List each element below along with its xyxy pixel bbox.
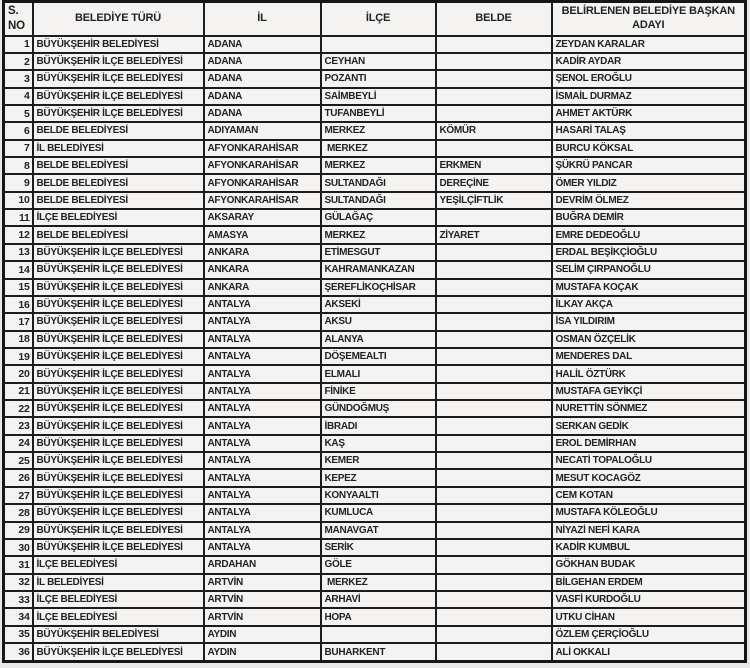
cell-no: 30 [4, 539, 33, 556]
cell-belde [436, 504, 552, 521]
cell-belde [436, 140, 552, 157]
cell-belde [436, 88, 552, 105]
cell-turu: BÜYÜKŞEHİR İLÇE BELEDİYESİ [33, 400, 204, 417]
cell-belde: ERKMEN [436, 157, 552, 174]
cell-ilce: SULTANDAĞI [321, 174, 436, 191]
cell-aday: İSMAİL DURMAZ [552, 88, 746, 105]
cell-turu: BELDE BELEDİYESİ [33, 226, 204, 243]
cell-il: AFYONKARAHİSAR [204, 140, 321, 157]
cell-belde [436, 626, 552, 643]
cell-il: ANKARA [204, 279, 321, 296]
cell-turu: BÜYÜKŞEHİR İLÇE BELEDİYESİ [33, 244, 204, 261]
cell-aday: MESUT KOCAGÖZ [552, 469, 746, 486]
cell-aday: ÖMER YILDIZ [552, 174, 746, 191]
cell-il: AFYONKARAHİSAR [204, 157, 321, 174]
cell-ilce: KEPEZ [321, 469, 436, 486]
cell-aday: NURETTİN SÖNMEZ [552, 400, 746, 417]
cell-no: 10 [4, 192, 33, 209]
cell-ilce: MERKEZ [321, 140, 436, 157]
cell-aday: AHMET AKTÜRK [552, 105, 746, 122]
cell-turu: BELDE BELEDİYESİ [33, 192, 204, 209]
table-row [4, 313, 746, 330]
header-belediye-turu: BELEDİYE TÜRÜ [33, 2, 204, 36]
cell-il: ANKARA [204, 261, 321, 278]
table-row [4, 417, 746, 434]
cell-turu: BÜYÜKŞEHİR İLÇE BELEDİYESİ [33, 331, 204, 348]
table-row [4, 574, 746, 591]
cell-il: ANTALYA [204, 522, 321, 539]
cell-no: 5 [4, 105, 33, 122]
cell-ilce: MANAVGAT [321, 522, 436, 539]
cell-turu: BÜYÜKŞEHİR İLÇE BELEDİYESİ [33, 487, 204, 504]
cell-belde [436, 244, 552, 261]
cell-belde [436, 487, 552, 504]
cell-turu: BÜYÜKŞEHİR İLÇE BELEDİYESİ [33, 261, 204, 278]
cell-aday: MENDERES DAL [552, 348, 746, 365]
cell-belde: KÖMÜR [436, 122, 552, 139]
cell-no: 33 [4, 591, 33, 608]
cell-turu: BÜYÜKŞEHİR İLÇE BELEDİYESİ [33, 435, 204, 452]
cell-il: ANTALYA [204, 469, 321, 486]
cell-il: ANTALYA [204, 383, 321, 400]
cell-aday: ALİ OKKALI [552, 643, 746, 661]
cell-turu: BÜYÜKŞEHİR İLÇE BELEDİYESİ [33, 365, 204, 382]
candidate-table-sheet [2, 0, 747, 663]
cell-aday: İSA YILDIRIM [552, 313, 746, 330]
table-row [4, 174, 746, 191]
cell-ilce: AKSU [321, 313, 436, 330]
cell-il: AYDIN [204, 626, 321, 643]
cell-il: AKSARAY [204, 209, 321, 226]
cell-belde [436, 70, 552, 87]
cell-belde [436, 331, 552, 348]
cell-belde [436, 556, 552, 573]
header-belirlenen-baskan-adayi: BELİRLENEN BELEDİYE BAŞKAN ADAYI [552, 2, 746, 36]
cell-turu: BÜYÜKŞEHİR İLÇE BELEDİYESİ [33, 313, 204, 330]
table-row [4, 36, 746, 53]
cell-il: ADANA [204, 70, 321, 87]
cell-no: 23 [4, 417, 33, 434]
table-row [4, 122, 746, 139]
cell-turu: İLÇE BELEDİYESİ [33, 209, 204, 226]
cell-belde [436, 296, 552, 313]
cell-no: 34 [4, 608, 33, 625]
table-body [4, 36, 746, 662]
table-row [4, 296, 746, 313]
cell-no: 7 [4, 140, 33, 157]
cell-turu: BÜYÜKŞEHİR İLÇE BELEDİYESİ [33, 504, 204, 521]
cell-il: AMASYA [204, 226, 321, 243]
cell-ilce: KONYAALTI [321, 487, 436, 504]
cell-il: ANTALYA [204, 487, 321, 504]
table-row [4, 88, 746, 105]
cell-ilce: MERKEZ [321, 574, 436, 591]
table-row [4, 348, 746, 365]
cell-no: 18 [4, 331, 33, 348]
cell-no: 4 [4, 88, 33, 105]
cell-belde [436, 608, 552, 625]
cell-aday: CEM KOTAN [552, 487, 746, 504]
cell-il: ARTVİN [204, 574, 321, 591]
cell-turu: BÜYÜKŞEHİR İLÇE BELEDİYESİ [33, 469, 204, 486]
cell-belde [436, 522, 552, 539]
table-row [4, 226, 746, 243]
cell-no: 20 [4, 365, 33, 382]
table-row [4, 608, 746, 625]
cell-belde [436, 313, 552, 330]
cell-belde [436, 105, 552, 122]
cell-turu: BÜYÜKŞEHİR İLÇE BELEDİYESİ [33, 522, 204, 539]
cell-aday: ZEYDAN KARALAR [552, 36, 746, 53]
cell-no: 26 [4, 469, 33, 486]
cell-il: ARDAHAN [204, 556, 321, 573]
cell-turu: BÜYÜKŞEHİR İLÇE BELEDİYESİ [33, 88, 204, 105]
cell-ilce: POZANTI [321, 70, 436, 87]
cell-turu: BÜYÜKŞEHİR İLÇE BELEDİYESİ [33, 296, 204, 313]
table-row [4, 400, 746, 417]
cell-turu: BELDE BELEDİYESİ [33, 122, 204, 139]
table-row [4, 244, 746, 261]
cell-aday: BURCU KÖKSAL [552, 140, 746, 157]
cell-aday: KADİR AYDAR [552, 53, 746, 70]
table-row [4, 383, 746, 400]
cell-aday: VASFİ KURDOĞLU [552, 591, 746, 608]
table-row [4, 504, 746, 521]
cell-belde [436, 643, 552, 661]
cell-belde [436, 452, 552, 469]
cell-il: ANTALYA [204, 313, 321, 330]
cell-ilce: DÖŞEMEALTI [321, 348, 436, 365]
cell-no: 22 [4, 400, 33, 417]
table-row [4, 452, 746, 469]
cell-ilce: GÜNDOĞMUŞ [321, 400, 436, 417]
cell-ilce: SERİK [321, 539, 436, 556]
cell-aday: DEVRİM ÖLMEZ [552, 192, 746, 209]
cell-aday: ŞÜKRÜ PANCAR [552, 157, 746, 174]
cell-no: 35 [4, 626, 33, 643]
cell-belde [436, 383, 552, 400]
cell-belde [436, 435, 552, 452]
cell-no: 29 [4, 522, 33, 539]
cell-turu: İL BELEDİYESİ [33, 140, 204, 157]
cell-aday: OSMAN ÖZÇELİK [552, 331, 746, 348]
candidate-table [2, 0, 747, 663]
cell-ilce: FİNİKE [321, 383, 436, 400]
cell-il: AYDIN [204, 643, 321, 661]
table-row [4, 626, 746, 643]
cell-aday: MUSTAFA GEYİKÇİ [552, 383, 746, 400]
cell-belde [436, 261, 552, 278]
cell-turu: BÜYÜKŞEHİR İLÇE BELEDİYESİ [33, 348, 204, 365]
header-sno: S. NO [4, 2, 33, 36]
cell-aday: NİYAZİ NEFİ KARA [552, 522, 746, 539]
table-row [4, 70, 746, 87]
cell-no: 25 [4, 452, 33, 469]
table-row [4, 469, 746, 486]
cell-aday: EROL DEMİRHAN [552, 435, 746, 452]
cell-il: AFYONKARAHİSAR [204, 192, 321, 209]
cell-ilce: KAHRAMANKAZAN [321, 261, 436, 278]
cell-ilce: ARHAVİ [321, 591, 436, 608]
cell-belde [436, 539, 552, 556]
cell-belde: YEŞİLÇİFTLİK [436, 192, 552, 209]
cell-turu: BÜYÜKŞEHİR BELEDİYESİ [33, 626, 204, 643]
cell-il: ANTALYA [204, 417, 321, 434]
cell-aday: SERKAN GEDİK [552, 417, 746, 434]
table-row [4, 53, 746, 70]
cell-ilce: ETİMESGUT [321, 244, 436, 261]
cell-belde: DEREÇİNE [436, 174, 552, 191]
cell-aday: BUĞRA DEMİR [552, 209, 746, 226]
cell-belde: ZİYARET [436, 226, 552, 243]
cell-no: 9 [4, 174, 33, 191]
cell-aday: MUSTAFA KÖLEOĞLU [552, 504, 746, 521]
cell-no: 32 [4, 574, 33, 591]
cell-no: 2 [4, 53, 33, 70]
cell-aday: ERDAL BEŞİKÇİOĞLU [552, 244, 746, 261]
cell-ilce: KAŞ [321, 435, 436, 452]
cell-turu: BELDE BELEDİYESİ [33, 174, 204, 191]
cell-il: ANTALYA [204, 331, 321, 348]
cell-ilce: SULTANDAĞI [321, 192, 436, 209]
table-row [4, 539, 746, 556]
cell-il: ANKARA [204, 244, 321, 261]
cell-ilce: KEMER [321, 452, 436, 469]
header-il: İL [204, 2, 321, 36]
cell-aday: MUSTAFA KOÇAK [552, 279, 746, 296]
table-row [4, 331, 746, 348]
cell-belde [436, 53, 552, 70]
cell-belde [436, 365, 552, 382]
cell-no: 3 [4, 70, 33, 87]
cell-il: ADANA [204, 36, 321, 53]
cell-no: 31 [4, 556, 33, 573]
cell-il: ADANA [204, 88, 321, 105]
cell-no: 8 [4, 157, 33, 174]
cell-no: 11 [4, 209, 33, 226]
cell-ilce: MERKEZ [321, 226, 436, 243]
cell-no: 13 [4, 244, 33, 261]
cell-ilce: MERKEZ [321, 122, 436, 139]
cell-turu: BÜYÜKŞEHİR İLÇE BELEDİYESİ [33, 105, 204, 122]
cell-belde [436, 574, 552, 591]
cell-no: 17 [4, 313, 33, 330]
cell-ilce: ŞEREFLİKOÇHİSAR [321, 279, 436, 296]
cell-il: ADANA [204, 53, 321, 70]
cell-ilce: GÖLE [321, 556, 436, 573]
cell-il: ARTVİN [204, 591, 321, 608]
cell-aday: ÖZLEM ÇERÇİOĞLU [552, 626, 746, 643]
cell-belde [436, 417, 552, 434]
cell-turu: BÜYÜKŞEHİR İLÇE BELEDİYESİ [33, 279, 204, 296]
header-row [4, 2, 746, 36]
cell-ilce: İBRADI [321, 417, 436, 434]
header-ilce: İLÇE [321, 2, 436, 36]
cell-ilce: MERKEZ [321, 157, 436, 174]
cell-il: ANTALYA [204, 452, 321, 469]
cell-il: ADANA [204, 105, 321, 122]
cell-aday: KADİR KUMBUL [552, 539, 746, 556]
cell-turu: BÜYÜKŞEHİR BELEDİYESİ [33, 36, 204, 53]
cell-turu: BÜYÜKŞEHİR İLÇE BELEDİYESİ [33, 643, 204, 661]
cell-ilce: HOPA [321, 608, 436, 625]
table-row [4, 522, 746, 539]
cell-no: 27 [4, 487, 33, 504]
cell-belde [436, 348, 552, 365]
cell-ilce: AKSEKİ [321, 296, 436, 313]
table-row [4, 591, 746, 608]
cell-aday: HASARİ TALAŞ [552, 122, 746, 139]
cell-il: ANTALYA [204, 504, 321, 521]
cell-turu: BÜYÜKŞEHİR İLÇE BELEDİYESİ [33, 539, 204, 556]
cell-il: ANTALYA [204, 365, 321, 382]
cell-il: ANTALYA [204, 435, 321, 452]
cell-turu: İLÇE BELEDİYESİ [33, 591, 204, 608]
cell-no: 19 [4, 348, 33, 365]
cell-il: ADIYAMAN [204, 122, 321, 139]
cell-aday: İLKAY AKÇA [552, 296, 746, 313]
table-row [4, 556, 746, 573]
cell-ilce: SAİMBEYLİ [321, 88, 436, 105]
table-row [4, 157, 746, 174]
table-row [4, 487, 746, 504]
cell-no: 12 [4, 226, 33, 243]
cell-no: 6 [4, 122, 33, 139]
cell-belde [436, 469, 552, 486]
cell-no: 24 [4, 435, 33, 452]
cell-aday: NECATİ TOPALOĞLU [552, 452, 746, 469]
cell-ilce [321, 36, 436, 53]
cell-no: 16 [4, 296, 33, 313]
cell-aday: GÖKHAN BUDAK [552, 556, 746, 573]
cell-turu: BELDE BELEDİYESİ [33, 157, 204, 174]
cell-no: 28 [4, 504, 33, 521]
cell-no: 36 [4, 643, 33, 661]
cell-belde [436, 209, 552, 226]
table-row [4, 435, 746, 452]
table-row [4, 209, 746, 226]
cell-ilce [321, 626, 436, 643]
table-row [4, 140, 746, 157]
cell-il: ANTALYA [204, 296, 321, 313]
cell-turu: İLÇE BELEDİYESİ [33, 608, 204, 625]
cell-belde [436, 400, 552, 417]
cell-ilce: TUFANBEYLİ [321, 105, 436, 122]
cell-il: AFYONKARAHİSAR [204, 174, 321, 191]
cell-ilce: KUMLUCA [321, 504, 436, 521]
table-row [4, 279, 746, 296]
cell-no: 21 [4, 383, 33, 400]
cell-aday: ŞENOL EROĞLU [552, 70, 746, 87]
cell-il: ANTALYA [204, 400, 321, 417]
table-row [4, 192, 746, 209]
cell-aday: SELİM ÇIRPANOĞLU [552, 261, 746, 278]
cell-turu: BÜYÜKŞEHİR İLÇE BELEDİYESİ [33, 383, 204, 400]
cell-turu: İL BELEDİYESİ [33, 574, 204, 591]
cell-ilce: BUHARKENT [321, 643, 436, 661]
table-row [4, 261, 746, 278]
cell-ilce: CEYHAN [321, 53, 436, 70]
cell-no: 15 [4, 279, 33, 296]
cell-turu: BÜYÜKŞEHİR İLÇE BELEDİYESİ [33, 452, 204, 469]
cell-ilce: ELMALI [321, 365, 436, 382]
cell-turu: BÜYÜKŞEHİR İLÇE BELEDİYESİ [33, 417, 204, 434]
table-row [4, 365, 746, 382]
cell-il: ARTVİN [204, 608, 321, 625]
cell-belde [436, 36, 552, 53]
header-belde: BELDE [436, 2, 552, 36]
cell-aday: BİLGEHAN ERDEM [552, 574, 746, 591]
table-row [4, 105, 746, 122]
cell-turu: BÜYÜKŞEHİR İLÇE BELEDİYESİ [33, 70, 204, 87]
cell-belde [436, 591, 552, 608]
cell-turu: İLÇE BELEDİYESİ [33, 556, 204, 573]
cell-no: 14 [4, 261, 33, 278]
cell-aday: EMRE DEDEOĞLU [552, 226, 746, 243]
cell-il: ANTALYA [204, 348, 321, 365]
cell-no: 1 [4, 36, 33, 53]
cell-turu: BÜYÜKŞEHİR İLÇE BELEDİYESİ [33, 53, 204, 70]
cell-aday: HALİL ÖZTÜRK [552, 365, 746, 382]
table-row [4, 643, 746, 661]
cell-aday: UTKU CİHAN [552, 608, 746, 625]
cell-belde [436, 279, 552, 296]
cell-ilce: GÜLAĞAÇ [321, 209, 436, 226]
cell-ilce: ALANYA [321, 331, 436, 348]
cell-il: ANTALYA [204, 539, 321, 556]
